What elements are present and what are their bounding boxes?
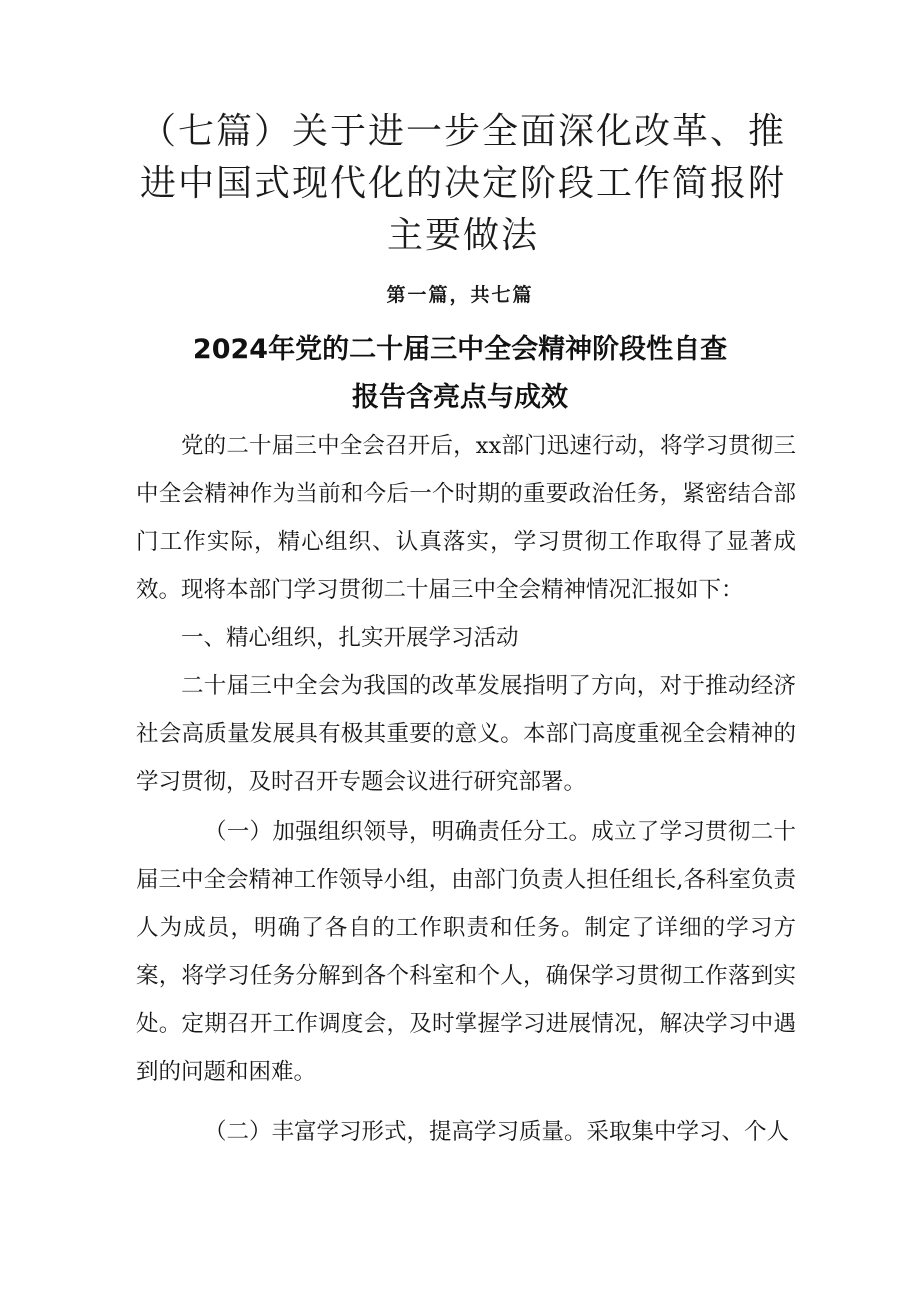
subtitle: 第一篇，共七篇 [386,284,534,306]
intro-paragraph: 党的二十届三中全会召开后，xx部门迅速行动，将学习贯彻三中全会精神作为当前和今后一个时期的重要政治任务，紧密结合部门工作实际，精心组织、认真落实，学习贯彻工作取得了显著成效。现将本部门学习贯彻二十届三中全会精神情况汇报如下： [136,433,796,603]
main-title: （七篇）关于进一步全面深化改革、推进中国式现代化的决定阶段工作简报附主要做法 [139,111,786,256]
article-title: 2024年党的二十届三中全会精神阶段性自查报告含亮点与成效 [192,334,728,413]
section-one-paragraph: 二十届三中全会为我国的改革发展指明了方向，对于推动经济社会高质量发展具有极其重要的意义。本部门高度重视全会精神的学习贯彻，及时召开专题会议进行研究部署。 [136,673,796,795]
section-heading-one: 一、精心组织，扎实开展学习活动 [181,625,519,651]
sub-section-two-paragraph: （二）丰富学习形式，提高学习质量。采取集中学习、个人 [204,1119,790,1145]
sub-section-one-paragraph: （一）加强组织领导，明确责任分工。成立了学习贯彻二十届三中全会精神工作领导小组，由部门负责人担任组长,各科室负责人为成员，明确了各自的工作职责和任务。制定了详细的学习方案，将学习任务分解到各个科室和个人，确保学习贯彻工作落到实处。定期召开工作调度会，及时掌握学习进展情况，解决学习中遇到的问题和困难。 [136,819,796,1085]
